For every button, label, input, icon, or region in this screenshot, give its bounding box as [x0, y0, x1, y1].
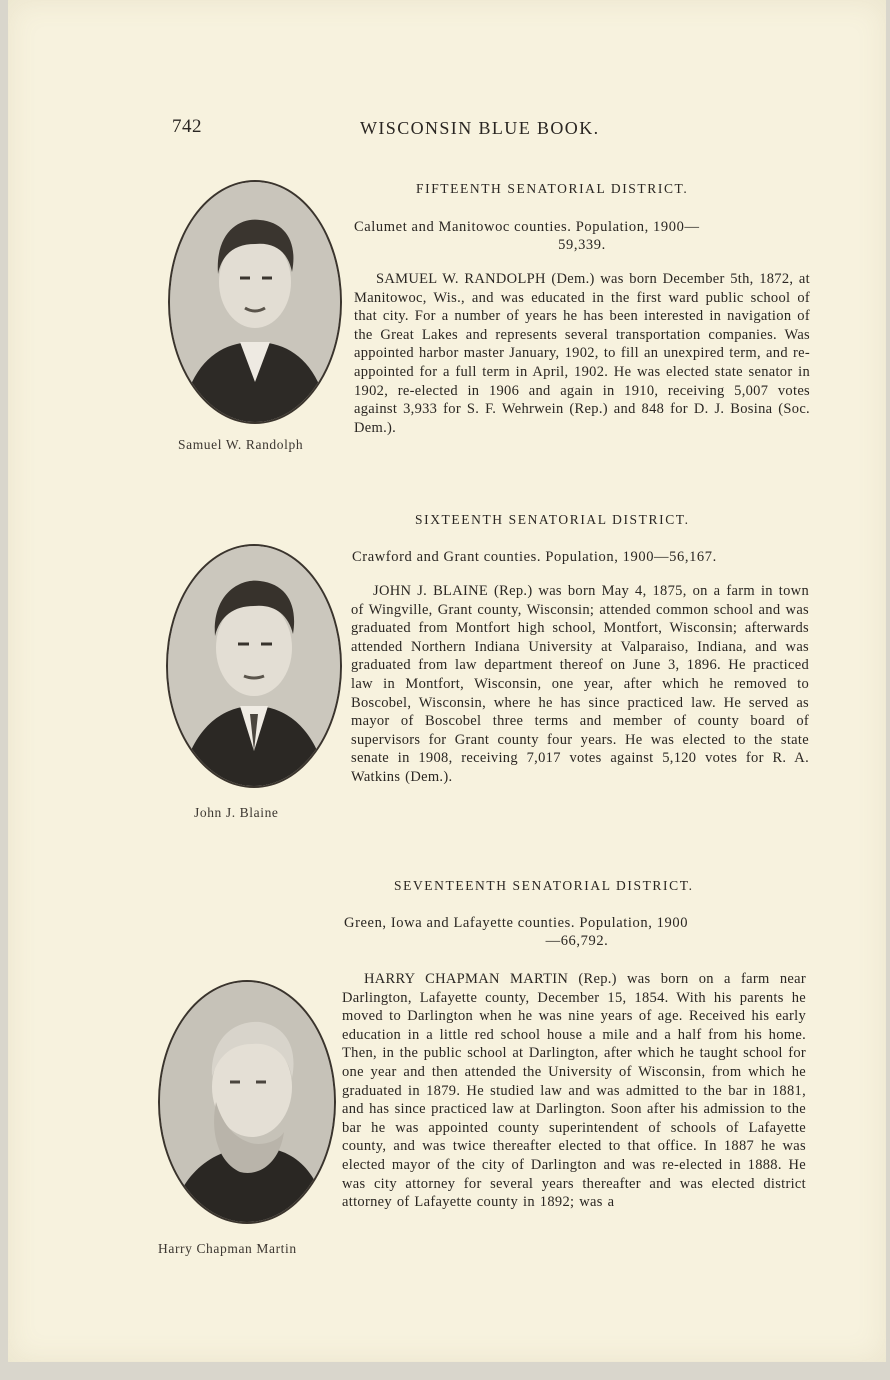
portrait-samuel-randolph — [168, 180, 342, 424]
counties-line-continued: —66,792. — [545, 933, 609, 949]
page-header — [8, 116, 886, 146]
biography-text: JOHN J. BLAINE (Rep.) was born May 4, 1875, on a farm in town of Wingville, Grant county, Wisconsin; attended common school and was graduated from Montfort high school, Montfort, Wisconsin; afterwards attended Northern Indiana University at Valparaiso, Indiana, and was graduated from law department thereof on June 3, 1896. He practiced law in Montfort, Wisconsin, one year, after which he removed to Boscobel, Wisconsin, where he has since practiced law. He served as mayor of Boscobel three terms and member of county board of supervisors for Grant county four years. He was elected to the state senate in 1908, receiving 7,017 votes against 5,120 votes for R. A. Watkins (Dem.). — [351, 583, 809, 785]
portrait-photo-icon — [160, 982, 334, 1222]
district-heading: SEVENTEENTH SENATORIAL DISTRICT. — [394, 878, 694, 893]
biography-text: SAMUEL W. RANDOLPH (Dem.) was born December 5th, 1872, at Manitowoc, Wis., and was educated in the first ward public school of that city. For a number of years he has been interested in navigation of the Great Lakes and represents several transportation companies. Was appointed harbor master January, 1902, to fill an unexpired term, and re-appointed for a full term in April, 1902. He was elected state senator in 1902, re-elected in 1906 and again in 1910, receiving 5,007 votes against 3,933 for S. F. Wehrwein (Rep.) and 848 for D. J. Bosina (Soc. Dem.). — [354, 271, 810, 436]
portrait-john-blaine — [166, 544, 342, 788]
biography-text: HARRY CHAPMAN MARTIN (Rep.) was born on a farm near Darlington, Lafayette county, December 15, 1854. With his parents he moved to Darlington when he was nine years of age. Received his early education in a little red school house a mile and a half from his home. Then, in the public school at Darlington, after which he taught school for one year and then attended the University of Wisconsin, from which he graduated in 1879. He studied law and was admitted to the bar in 1881, and has since practiced law at Darlington. Soon after his admission to the bar he was appointed county superintendent of schools of Lafayette county, and was twice thereafter elected to that office. In 1887 he was elected mayor of the city of Darlington and was re-elected in 1888. He was city attorney for several years thereafter and was elected district attorney of Lafayette county in 1892; was a — [342, 971, 806, 1211]
portrait-caption: Harry Chapman Martin — [158, 1241, 297, 1256]
counties-line: Green, Iowa and Lafayette counties. Population, 1900 — [344, 915, 689, 931]
district-heading: SIXTEENTH SENATORIAL DISTRICT. — [415, 512, 690, 527]
portrait-caption: Samuel W. Randolph — [178, 437, 304, 452]
district-heading: FIFTEENTH SENATORIAL DISTRICT. — [416, 181, 689, 196]
counties-population — [354, 218, 810, 254]
book-page — [8, 0, 886, 1362]
counties-line-continued: 59,339. — [558, 237, 606, 253]
portrait-caption: John J. Blaine — [194, 805, 279, 820]
portrait-photo-icon — [168, 546, 340, 786]
counties-line: Crawford and Grant counties. Population, 1900—56,167. — [352, 549, 717, 565]
portrait-harry-martin — [158, 980, 336, 1224]
counties-population — [344, 914, 810, 950]
running-title: WISCONSIN BLUE BOOK. — [360, 118, 600, 138]
page-number: 742 — [172, 116, 202, 137]
portrait-photo-icon — [170, 182, 340, 422]
counties-line: Calumet and Manitowoc counties. Population, 1900— — [354, 219, 700, 235]
counties-population — [352, 548, 812, 566]
